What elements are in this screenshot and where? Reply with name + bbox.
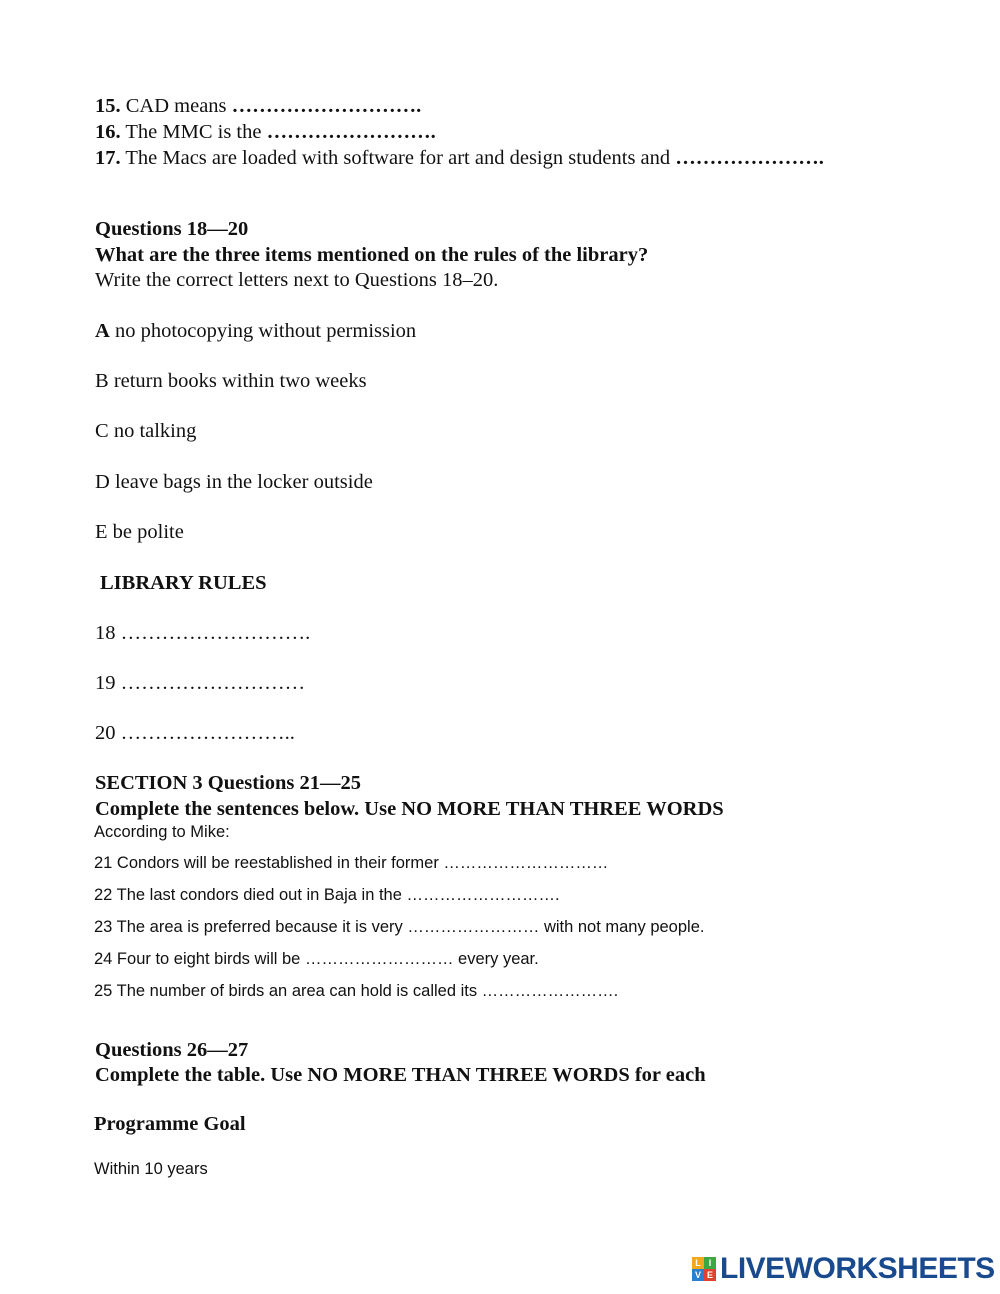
option-e-letter: E: [95, 521, 108, 543]
option-a-letter: A: [95, 320, 110, 342]
option-d-text: leave bags in the locker outside: [109, 471, 373, 493]
question-17-text: The Macs are loaded with software for art and design students and: [120, 147, 676, 169]
section-18-20-question: What are the three items mentioned on the rules of the library?: [95, 244, 649, 266]
answer-19[interactable]: 19 ………………………: [95, 672, 306, 694]
logo-mark-v: V: [692, 1269, 704, 1281]
liveworksheets-logo: [692, 1254, 995, 1284]
question-17-blank[interactable]: ………………….: [675, 147, 824, 169]
section-26-27-instruction: Complete the table. Use NO MORE THAN THREE WORDS for each: [95, 1064, 706, 1086]
library-rules-title: LIBRARY RULES: [100, 572, 267, 594]
option-c: [95, 421, 196, 442]
question-15-blank[interactable]: ……………………….: [231, 95, 422, 117]
liveworksheets-logo-text: LIVEWORKSHEETS: [720, 1252, 995, 1285]
section-3-intro: According to Mike:: [94, 823, 230, 841]
option-e-text: be polite: [107, 521, 184, 543]
sentence-25[interactable]: 25 The number of birds an area can hold is called its …………………….: [94, 982, 619, 1000]
table-row-within-10-years: Within 10 years: [94, 1160, 208, 1178]
option-d-letter: D: [95, 471, 110, 493]
section-18-20-instruction: Write the correct letters next to Questions 18–20.: [95, 269, 499, 291]
option-b: [95, 371, 367, 392]
sentence-21[interactable]: 21 Condors will be reestablished in their former …………………………: [94, 854, 609, 872]
answer-18[interactable]: 18 ……………………….: [95, 622, 311, 644]
option-b-letter: B: [95, 370, 109, 392]
question-16-text: The MMC is the: [120, 121, 267, 143]
logo-mark-l: L: [692, 1257, 704, 1269]
section-26-27-heading: Questions 26—27: [95, 1039, 249, 1061]
option-c-text: no talking: [108, 420, 197, 442]
sentence-24[interactable]: 24 Four to eight birds will be ……………………… every year.: [94, 950, 539, 968]
liveworksheets-mark-icon: [692, 1257, 716, 1281]
question-16-number: 16.: [95, 121, 121, 143]
section-18-20-heading: Questions 18—20: [95, 218, 249, 240]
option-e: [95, 522, 184, 543]
option-c-letter: C: [95, 420, 109, 442]
question-16: [95, 122, 436, 143]
section-3-instruction: Complete the sentences below. Use NO MORE THAN THREE WORDS: [95, 798, 724, 820]
question-17-number: 17.: [95, 147, 121, 169]
answer-20[interactable]: 20 ……………………..: [95, 722, 295, 744]
option-a-text: no photocopying without permission: [109, 320, 417, 342]
sentence-23[interactable]: 23 The area is preferred because it is very …………………… with not many people.: [94, 918, 705, 936]
question-17: [95, 148, 824, 169]
question-16-blank[interactable]: …………………….: [266, 121, 436, 143]
table-header-programme-goal: Programme Goal: [94, 1113, 246, 1135]
logo-mark-e: E: [704, 1269, 716, 1281]
option-b-text: return books within two weeks: [108, 370, 367, 392]
option-d: [95, 472, 373, 493]
question-15: [95, 96, 421, 117]
sentence-22[interactable]: 22 The last condors died out in Baja in the ……………………….: [94, 886, 560, 904]
question-15-number: 15.: [95, 95, 121, 117]
logo-mark-i: I: [704, 1257, 716, 1269]
section-3-heading: SECTION 3 Questions 21—25: [95, 772, 361, 794]
question-15-text: CAD means: [120, 95, 232, 117]
option-a: [95, 321, 416, 342]
